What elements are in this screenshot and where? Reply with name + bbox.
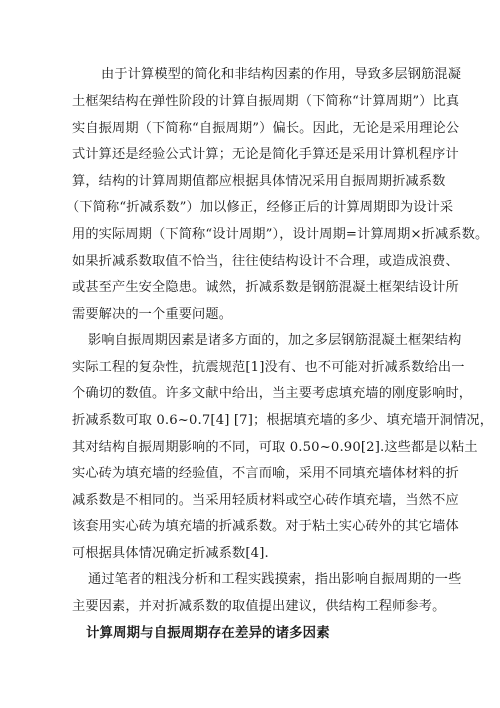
paragraph-line: 该套用实心砖为填充墙的折减系数。对于粘土实心砖外的其它墙体 (72, 519, 459, 534)
paragraph-line: 影响自振周期因素是诸多方面的，加之多层钢筋混凝土框架结构 (88, 333, 462, 348)
paragraph-line: 减系数是不相同的。当采用轻质材料或空心砖作填充墙，当然不应 (72, 493, 459, 508)
paragraph-line: 其对结构自振周期影响的不同，可取 0.50~0.90[2].这些都是以粘土 (72, 440, 478, 455)
paragraph-line: 主要因素，并对折减系数的取值提出建议，供结构工程师参考。 (72, 599, 446, 614)
paragraph-line: 折减系数可取 0.6~0.7[4] [7]；根据填充墙的多少、填充墙开洞情况， (72, 413, 494, 428)
paragraph-line: 如果折减系数取值不恰当，往往使结构设计不合理，或造成浪费、 (72, 254, 459, 269)
paragraph-line: 用的实际周期（下简称“设计周期”），设计周期=计算周期×折减系数。 (72, 227, 489, 242)
section-heading: 计算周期与自振周期存在差异的诸多因素 (86, 626, 330, 641)
paragraph-line: 式计算还是经验公式计算；无论是简化手算还是采用计算机程序计 (72, 147, 459, 162)
paragraph-line: 需要解决的一个重要问题。 (72, 307, 233, 322)
paragraph-line: （下简称“折减系数”）加以修正，经修正后的计算周期即为设计采 (66, 200, 454, 215)
paragraph-line: 实心砖为填充墙的经验值，不言而喻，采用不同填充墙体材料的折 (72, 466, 459, 481)
paragraph-line: 算，结构的计算周期值都应根据具体情况采用自振周期折减系数 (72, 174, 446, 189)
paragraph-line: 实自振周期（下简称“自振周期”）偏长。因此，无论是采用理论公 (72, 121, 460, 136)
paragraph-line: 可根据具体情况确定折减系数[4]. (72, 546, 269, 561)
paragraph-line: 实际工程的复杂性，抗震规范[1]没有、也不可能对折减系数给出一 (72, 360, 465, 375)
paragraph-line: 土框架结构在弹性阶段的计算自振周期（下简称“计算周期”）比真 (72, 94, 460, 109)
paragraph-line: 个确切的数值。许多文献中给出，当主要考虑填充墙的刚度影响时， (72, 386, 473, 401)
paragraph-line: 或甚至产生安全隐患。诚然，折减系数是钢筋混凝土框架结设计所 (72, 280, 459, 295)
paragraph-line: 由于计算模型的简化和非结构因素的作用，导致多层钢筋混凝 (101, 67, 462, 82)
paragraph-line: 通过笔者的粗浅分析和工程实践摸索，指出影响自振周期的一些 (88, 572, 462, 587)
